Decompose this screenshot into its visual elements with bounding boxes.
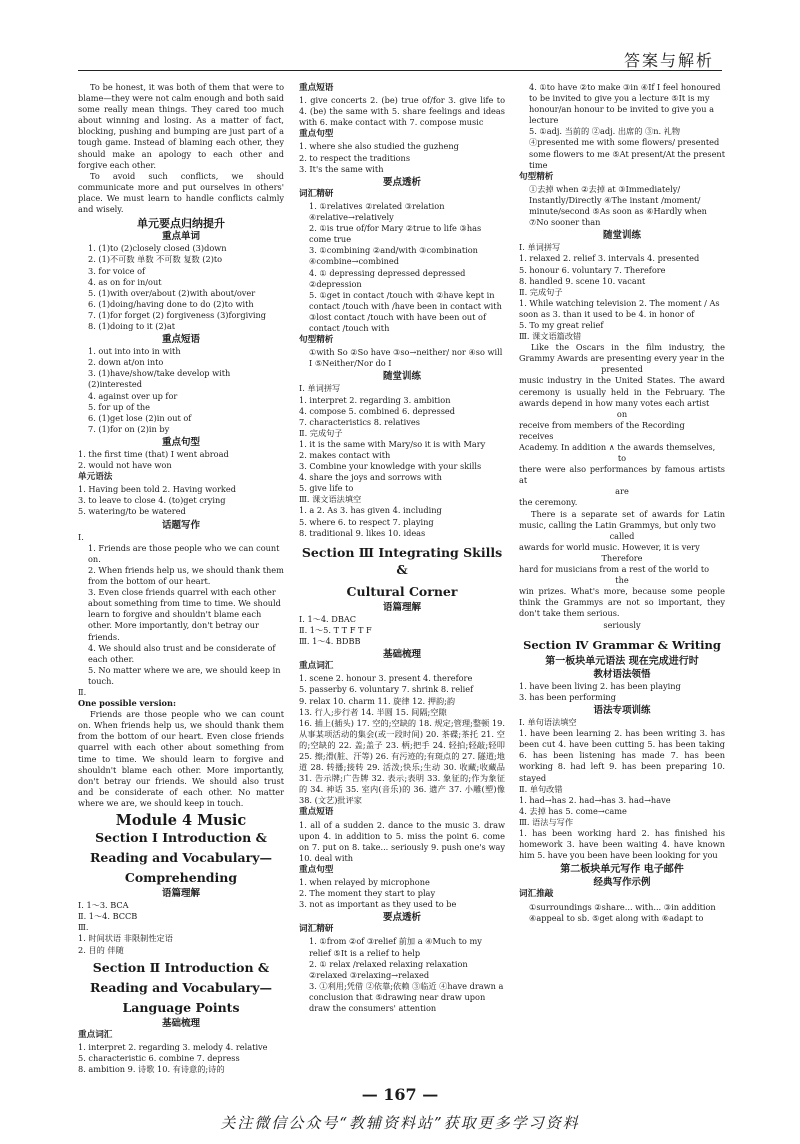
answer-line: 1. While watching television 2. The moment / As soon as 3. than it used to be 4. in honor of (519, 297, 720, 319)
answer-line: 8. (1)doing to it (2)at (88, 320, 176, 331)
subheading: 重点词汇 (299, 661, 334, 672)
section-heading: 随堂训练 (602, 230, 641, 242)
answer-line: 1. it is the same with Mary/so it is with Mary (299, 438, 486, 449)
answer-line: 5. (1)with over/about (2)with about/over (88, 287, 256, 298)
answer-line: 5. No matter where we are, we should keep in touch. (88, 664, 281, 686)
paragraph: To avoid such conflicts, we should communicate more and put ourselves in others' place. We must learn to handle conflicts calmly and wisely. (78, 170, 284, 215)
label: Ⅰ. 单词拼写 (299, 383, 341, 394)
label: Ⅱ. 完成句子 (519, 286, 563, 297)
section-heading: 话题写作 (161, 519, 200, 531)
section-heading: 语篇理解 (161, 888, 200, 900)
answer-line: 5. ①adj. 当前的 ②adj. 出席的 ③n. 礼物 ④presented me with some flowers/ presented some flowers to me ⑤At present/At the present time (529, 126, 725, 170)
answer-line: 5. honour 6. voluntary 7. Therefore (519, 264, 666, 275)
correction-fix: receives (519, 430, 554, 441)
label: Ⅱ. 完成句子 (299, 427, 343, 438)
correction-line: the ceremony. (519, 497, 578, 508)
section-heading: 重点句型 (161, 436, 200, 448)
section-heading: 基础梳理 (161, 1017, 200, 1029)
answer-line: 2. makes contact with (299, 450, 391, 460)
section-title: Section Ⅱ Introduction & (92, 959, 270, 975)
correction-line: there were also performances by famous artists at (519, 464, 725, 486)
subheading: 词汇推敲 (519, 889, 554, 900)
answer-line: 5. ①get in contact /touch with ②have kept in contact /touch with /have been in contact with ③lost contact /touch with have been out of contact /touch with (309, 289, 502, 333)
answer-line: Ⅲ. 1～4. BDBB (299, 636, 361, 647)
answer-line: 2. down at/on into (88, 357, 164, 368)
correction-fix: to (617, 453, 627, 464)
answer-line: 4. 去掉 has 5. come→came (519, 805, 627, 816)
section-heading: 要点透析 (382, 176, 421, 188)
correction-fix: are (615, 486, 629, 497)
correction-line: awards for world music. However, it is very (519, 541, 700, 552)
answer-line: ①with So ②So have ③so→neither/ nor ④so will I ⑤Neither/Nor do I (309, 347, 503, 369)
answer-line: Ⅱ. 1～5. T T F T F (299, 624, 372, 635)
paragraph: To be honest, it was both of them that were to blame—they were not calm enough and both said some really mean things. They cared too much about winning and losing. As a matter of fact, blocking, pushing and bumping are just part of a tough game. Instead of blaming each other, they should make an apology to each other and forgive each other. (78, 82, 284, 170)
column-2 (299, 82, 505, 1014)
answer-line: 8. handled 9. scene 10. vacant (519, 275, 646, 286)
answer-line: 2. The moment they start to play (299, 888, 436, 899)
answer-line: Ⅲ. (78, 922, 89, 933)
answer-line: Ⅰ. 1～3. BCA (78, 900, 129, 911)
subheading: 重点句型 (299, 864, 334, 875)
answer-line: 3. ①combining ②and/with ③combination ④combine→combined (309, 245, 478, 267)
answer-line: 9. relax 10. charm 11. 旋律 12. 押韵;韵 (299, 695, 456, 706)
answer-line: 2. 目的 伴随 (78, 944, 124, 955)
correction-line: Like the Oscars in the film industry, the Grammy Awards are presenting every year in the (519, 342, 725, 364)
answer-line: 5. for up of the (88, 401, 150, 412)
column-3 (519, 82, 725, 924)
section-heading: 随堂训练 (382, 371, 421, 383)
answer-line: 3. Combine your knowledge with your skills (299, 461, 482, 472)
subheading: 词汇精研 (299, 924, 334, 935)
answer-line: 1. the first time (that) I went abroad (78, 449, 229, 459)
correction-fix: on (616, 408, 628, 419)
answer-line: 2. (1)不可数 单数 不可数 复数 (2)to (88, 254, 223, 265)
module-title: Module 4 Music (115, 812, 247, 829)
answer-line: 4. ①to have ②to make ③in ④If I feel honoured to be invited to give you a lecture ⑤It is my honour/an honour to be invited to give you a lecture (529, 82, 721, 126)
answer-line: 2. When friends help us, we should thank them from the bottom of our heart. (88, 564, 284, 587)
answer-line: 1. has been working hard 2. has finished his homework 3. have been waiting 4. have known him 5. have you been have been looking for you (519, 828, 725, 861)
section-title: Cultural Corner (346, 583, 458, 599)
answer-line: 3. has been performing (519, 691, 616, 702)
subheading: 重点短语 (299, 807, 334, 818)
label: Ⅲ. 语法与写作 (519, 816, 574, 827)
block-title: 第二板块单元写作 电子邮件 (560, 864, 684, 876)
answer-line: 5. passerby 6. voluntary 7. shrink 8. relief (299, 684, 474, 695)
subheading: 重点短语 (299, 83, 334, 93)
answer-line: 5. characteristic 6. combine 7. depress (78, 1052, 240, 1063)
answer-line: 1. have been learning 2. has been writing 3. has been cut 4. have been cutting 5. has been taking 6. has been listening has made 7. has been working 8. had left 9. has been preparing 10. stayed (519, 728, 725, 783)
correction-fix: Therefore (601, 552, 643, 563)
answer-line: 3. It's the same with (299, 163, 384, 174)
paragraph: Friends are those people who we can count on. When friends help us, we should thank them from the bottom of our heart. Even close friends quarrel with each other about something from time to time. We should learn to forgive and shouldn't blame each other. More importantly, don't betray our friends. We should also trust and be considerate of each other. No matter where we are, we should keep in touch. (78, 709, 284, 808)
answer-line: 1. 时间状语 非限制性定语 (78, 933, 173, 944)
answer-line: 1. out into into in with (88, 346, 181, 357)
column-1 (78, 82, 284, 1075)
correction-fix: called (609, 530, 635, 541)
section-heading: 经典写作示例 (593, 877, 651, 889)
answer-line: 1. scene 2. honour 3. present 4. therefore (299, 673, 473, 684)
subheading: 单元语法 (78, 472, 113, 483)
label: Ⅰ. (78, 531, 84, 542)
label: Ⅲ. 课文语篇改错 (519, 331, 582, 342)
answer-line: 5. watering/to be watered (78, 506, 186, 517)
section-heading: 语法专项训练 (593, 704, 651, 716)
section-title: Reading and Vocabulary— (89, 850, 272, 866)
label: Ⅰ. 单句语法填空 (519, 717, 577, 728)
answer-line: 1. Having been told 2. Having worked (78, 484, 236, 495)
answer-line: 2. ① relax /relaxed relaxing relaxation ②relaxed ③relaxing→relaxed (309, 958, 468, 980)
section-heading: 语篇理解 (382, 601, 421, 613)
header-title: 答案与解析 (623, 51, 714, 70)
answer-line: 1. Friends are those people who we can count on. (88, 542, 280, 564)
section-title: Language Points (122, 999, 240, 1015)
label: Ⅰ. 单词拼写 (519, 242, 561, 253)
answer-line: 4. against over up for (88, 390, 178, 401)
correction-line: Academy. In addition ∧ the awards themselves, (519, 442, 716, 452)
answer-line: 3. for voice of (88, 265, 146, 276)
answer-line: 1. had→has 2. had→has 3. had→have (519, 794, 671, 805)
section-title: Section Ⅲ Integrating Skills & (301, 544, 503, 577)
section-title: Reading and Vocabulary— (89, 979, 272, 995)
correction-line: win prizes. What's more, because some people think the Grammys are not so important, they don't take them serious. (519, 586, 725, 619)
answer-line: 1. ①relatives ②related ③relation ④relative→relatively (309, 200, 445, 223)
section-title: Section Ⅰ Introduction & (95, 830, 267, 846)
answer-line: 1. relaxed 2. relief 3. intervals 4. presented (519, 253, 700, 264)
correction-line: There is a separate set of awards for Latin music, calling the Latin Grammys, but only two (519, 508, 725, 530)
answer-line: 3. Even close friends quarrel with each other about something from time to time. We should learn to forgive and shouldn't blame each other. More importantly, don't betray our friends. (88, 587, 281, 642)
answer-line: 5. where 6. to respect 7. playing (299, 516, 434, 527)
answer-line: 2. ①is true of/for Mary ②true to life ③has come true (309, 223, 482, 245)
answer-line: ①surroundings ②share... with... ③in addition ④appeal to sb. ⑤get along with ⑥adapt to (529, 901, 716, 923)
answer-line: 1. interpret 2. regarding 3. melody 4. relative (78, 1041, 268, 1052)
answer-line: 3. (1)have/show/take develop with (2)interested (88, 368, 231, 390)
subheading: 句型精析 (519, 171, 554, 182)
answer-line: 5. To my great relief (519, 319, 604, 330)
answer-line: 1. give concerts 2. (be) true of/for 3. give life to 4. (be) the same with 5. share feelings and ideas with 6. make contact with 7. compose music (299, 95, 505, 128)
section-heading: 基础梳理 (382, 649, 421, 661)
answer-line: 7. (1)for on (2)in by (88, 423, 170, 434)
answer-line: 6. (1)doing/having done to do (2)to with (88, 298, 254, 309)
answer-line: 1. ①from ②of ③relief 前加 a ④Much to my relief ⑤It is a relief to help (309, 936, 482, 958)
unit-summary-title: 单元要点归纳提升 (137, 217, 225, 231)
answer-line: Ⅱ. 1～4. BCCB (78, 911, 138, 922)
answer-line: 7. characteristics 8. relatives (299, 416, 420, 427)
answer-line: 1. when relayed by microphone (299, 877, 430, 887)
subheading: 句型精析 (299, 335, 334, 346)
subheading: 重点句型 (299, 129, 334, 140)
answer-line: 3. to leave to close 4. (to)get crying (78, 495, 226, 506)
correction-fix: presented (601, 364, 643, 375)
section-heading: 教材语法领悟 (593, 668, 651, 680)
label: Ⅱ. 单句改错 (519, 783, 563, 794)
answer-line: 3. ①利用;凭借 ②依靠;依赖 ③临近 ④have drawn a conclusion that ⑤drawing near draw upon draw the consumers' attention (309, 980, 504, 1014)
answer-line: 13. 行人;步行者 14. 半圆 15. 间隔;空隙 (299, 706, 447, 717)
answer-line: 3. not as important as they used to be (299, 899, 457, 910)
answer-line: 1. have been living 2. has been playing (519, 680, 681, 691)
section-title: Comprehending (124, 870, 238, 886)
answer-line: 4. share the joys and sorrows with (299, 472, 442, 483)
section-title: Section Ⅳ Grammar & Writing (523, 637, 721, 652)
section-heading: 重点短语 (161, 334, 200, 346)
answer-line: Ⅰ. 1～4. DBAC (299, 613, 357, 624)
answer-line: 6. (1)get lose (2)in out of (88, 412, 192, 423)
answer-line: 4. ① depressing depressed depressed ②depression (309, 267, 466, 289)
answer-line: 8. ambition 9. 诗歌 10. 有诗意的;诗的 (78, 1064, 225, 1075)
answer-line: 16. 插上(插头) 17. 空的;空缺的 18. 规定;管理;整顿 19. 从事某项活动的集会(或一段时间) 20. 茶碟;茶托 21. 空的;空缺的 22. 盖;盖子 23. 柄;把手 24. 轻拍;轻敲;轻叩 25. 擦;滑(脏、汗等) 26. 有污迹的;有斑点的 27. 隧道;地道 28. 转播;接转 29. 活泼;快乐;生动 30. 收藏;收藏品 31. 告示牌;广告牌 32. 表示;表明 33. 象征的;作为象征的 34. 神话 35. 室内(音乐)的 36. 遗产 37. 小雕(塑)像 38. (文艺)批评家 (299, 717, 505, 806)
answer-line: 5. give life to (299, 483, 354, 494)
answer-line: 1. a 2. As 3. has given 4. including (299, 505, 442, 516)
label: Ⅲ. 课文语法填空 (299, 494, 362, 505)
block-title: 第一板块单元语法 现在完成进行时 (545, 655, 699, 667)
correction-fix: seriously (603, 619, 641, 630)
answer-line: 1. interpret 2. regarding 3. ambition (299, 394, 451, 405)
page-number: — 167 — (361, 1085, 439, 1104)
answer-line: 7. (1)for forget (2) forgiveness (3)forgiving (88, 309, 266, 320)
answer-line: 1. where she also studied the guzheng (299, 141, 459, 152)
answer-line: 1. (1)to (2)closely closed (3)down (88, 243, 227, 254)
footer-watermark: 关注微信公众号“教辅资料站”获取更多学习资料 (220, 1114, 580, 1132)
correction-line: hard for musicians from a rest of the world to (519, 564, 710, 575)
answer-line: 4. as on for in/out (88, 276, 162, 287)
header-rule (78, 70, 722, 71)
section-heading: 要点透析 (382, 912, 421, 924)
page-header (0, 0, 800, 76)
answer-line: 2. would not have won (78, 460, 172, 471)
answer-line: 1. all of a sudden 2. dance to the music 3. draw upon 4. in addition to 5. miss the point 6. come on 7. put on 8. take... seriously 9. push one's way 10. deal with (299, 819, 505, 863)
correction-line: music industry in the United States. The award ceremony is usually held in the February. The awards depend in how many votes each artist (519, 375, 725, 408)
subheading: 重点词汇 (78, 1029, 113, 1040)
answer-line: 4. We should also trust and be considerate of each other. (88, 642, 276, 664)
label: One possible version: (78, 698, 176, 709)
answer-line: 2. to respect the traditions (299, 152, 411, 163)
correction-fix: the (615, 575, 629, 586)
correction-line: receive from members of the Recording (519, 419, 685, 430)
label: Ⅱ. (78, 686, 87, 697)
answer-line: 8. traditional 9. likes 10. ideas (299, 527, 426, 538)
section-heading: 重点单词 (161, 231, 200, 243)
subheading: 词汇精研 (299, 188, 334, 199)
answer-line: 4. compose 5. combined 6. depressed (299, 405, 456, 416)
answer-line: ①去掉 when ②去掉 at ③Immediately/ Instantly/Directly ④The instant /moment/ minute/second ⑤As soon as ⑥Hardly when ⑦No sooner than (529, 183, 707, 228)
